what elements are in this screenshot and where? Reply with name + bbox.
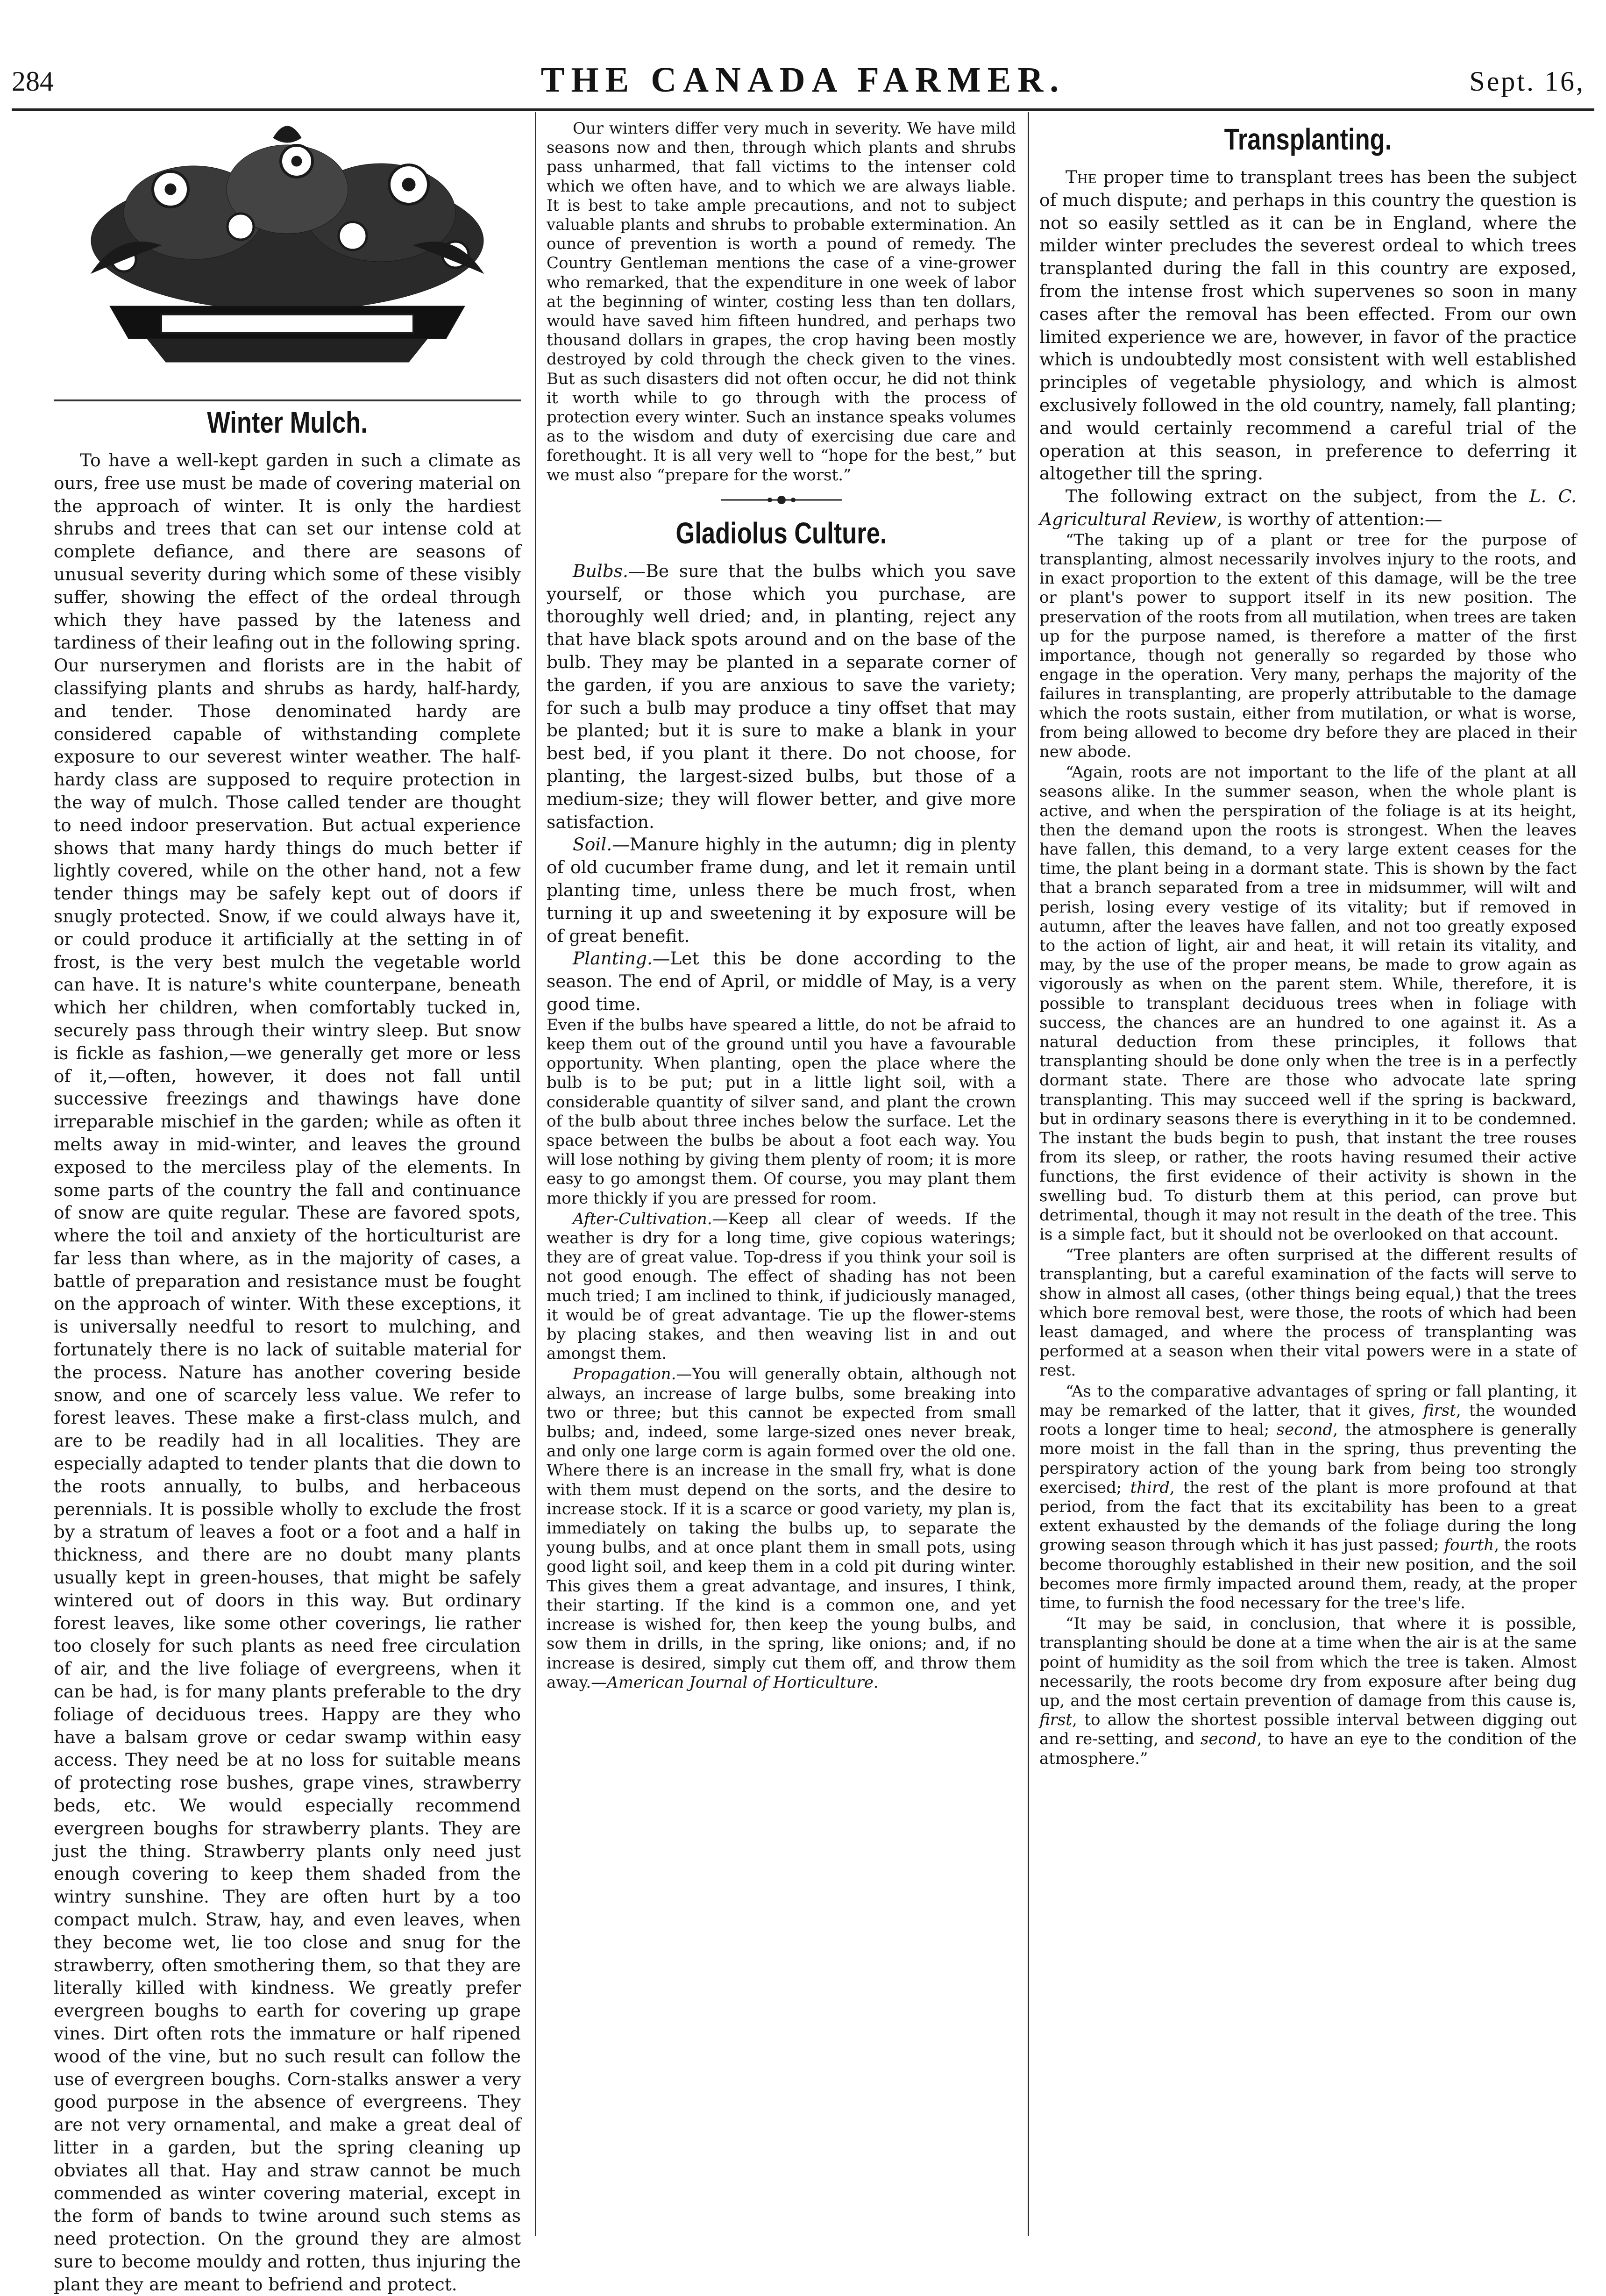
paragraph-text: —Let this be done according to the season. The end of April, or middle of May, is a very good time. <box>547 948 1016 1014</box>
paragraph <box>547 1365 1016 1692</box>
paragraph: “Again, roots are not important to the life of the plant at all seasons alike. In the summer season, when the whole plant is active, and when the perspiration of the foliage is at its height, then the demand upon the roots is strongest. When the leaves have fallen, this demand, to a very large extent ceases for the time, the plant being in a dormant state. This is shown by the fact that a branch separated from a tree in midsummer, will wilt and perish, losing every vestige of its vitality; but if removed in autumn, after the leaves have fallen, and not too greatly exposed to the action of light, air and heat, it will retain its vitality, and may, by the use of the proper means, be made to grow again as vigorously as when on the parent stem. While, therefore, it is possible to transplant deciduous trees when in foliage with success, the chances are an hundred to one against it. As a natural deduction from these principles, it follows that transplanting should be done only when the tree is in a perfectly dormant state. There are those who advocate late spring transplanting. This may succeed well if the spring is backward, but in ordinary seasons there is everything in it to be condemned. The instant the buds begin to push, that instant the tree rouses from its sleep, or rather, the roots having resumed their active functions, the first evidence of their activity is shown in the swelling bud. To disturb them at this period, can prove but detrimental, though it may not result in the death of the tree. This is a simple fact, but it should not be overlooked on that account. <box>1039 763 1577 1244</box>
paragraph-lead: Bulbs. <box>573 560 628 581</box>
paragraph <box>547 1210 1016 1364</box>
paragraph-text: “As to the comparative advantages of spring or fall planting, it may be remarked of the latter, that it gives, <box>1039 1382 1577 1420</box>
paragraph <box>1039 1614 1577 1768</box>
article-heading-winter-mulch: Winter Mulch. <box>207 406 368 439</box>
paragraph-text: , to have an eye to the condition of the atmosphere.” <box>1039 1730 1577 1768</box>
article-heading-transplanting: Transplanting. <box>1224 122 1392 156</box>
emphasis: fourth <box>1444 1536 1494 1555</box>
paragraph-lead: After-Cultivation. <box>573 1209 712 1228</box>
paragraph <box>547 560 1016 834</box>
section-divider <box>54 399 521 401</box>
source-citation: American Journal of Horticulture. <box>607 1673 879 1692</box>
paragraph-text: —Manure highly in the autumn; dig in plenty of old cucumber frame dung, and let it remain until planting time, unless there be much frost, when turning it up and sweetening it by exposure will be of great benefit. <box>547 834 1016 946</box>
paragraph <box>547 947 1016 1015</box>
article-body-transplanting <box>1039 166 1577 531</box>
paragraph-text: , the rest of the plant is more profound at that period, from the fact that its excitability has been to a great extent exhausted by the demands of the foliage during the long growing season through which it has just passed; <box>1039 1478 1577 1555</box>
paragraph-text: The following extract on the subject, from the <box>1066 486 1529 507</box>
header-rule <box>12 108 1594 111</box>
paragraph: “The taking up of a plant or tree for the purpose of transplanting, almost necessarily involves injury to the roots, and in exact proportion to the extent of this damage, will be the tree or plant's power to support itself in its new position. The preservation of the roots from all mutilation, when trees are taken up for the purpose named, is therefore a matter of the first importance, though not generally so regarded by those who engage in the operation. Very many, perhaps the majority of the failures in transplanting, are properly attributable to the damage which the roots sustain, either from mutilation, or what is worse, from being allowed to become dry before they are placed in their new abode. <box>1039 530 1577 761</box>
paragraph-text: —You will generally obtain, although not always, an increase of large bulbs, some breaking into two or three; but this cannot be expected from small bulbs; and, indeed, some large-sized ones never break, and only one large corm is again formed over the old one. Where there is an increase in the small fry, what is done with them must depend on the sorts, and the desire to increase stock. If it is a scarce or good variety, my plan is, immediately on taking the bulbs up, to separate the young bulbs, and at once plant them in small pots, using good light soil, and keep them in a cold pit during winter. This gives them a great advantage, and insures, I think, their starting. If the kind is a common one, and yet increase is wished for, then keep the young bulbs, and sow them in drills, in the spring, like onions; and, if no increase is desired, simply cut them off, and throw them away.— <box>547 1365 1016 1692</box>
paragraph-text: —Be sure that the bulbs which you save yourself, or those which you purchase, are thoroughly well dried; and, in planting, reject any that have black spots around and on the base of the bulb. They may be planted in a separate corner of the garden, if you are anxious to save the variety; for such a bulb may produce a tiny offset that may be planted; but it is sure to make a blank in your best bed, if you plant it there. Do not choose, for planting, the largest-sized bulbs, but those of a medium-size; they will flower better, and give more satisfaction. <box>547 560 1016 832</box>
paragraph-lead: Soil. <box>573 834 612 855</box>
paragraph-text: , the atmosphere is generally more moist in the fall than in the spring, thus preventing the perspiratory action of the young bark from being too strongly exercised; <box>1039 1420 1577 1497</box>
emphasis: first <box>1039 1711 1073 1730</box>
column-1 <box>54 119 521 2295</box>
column-rule <box>535 112 536 2236</box>
paragraph: Our winters differ very much in severity. We have mild seasons now and then, through which plants and shrubs pass unharmed, that fall victims to the intenser cold which we often have, and to which we are always liable. It is best to take ample precautions, and not to subject valuable plants and shrubs to probable extermination. An ounce of prevention is worth a pound of remedy. The Country Gentleman mentions the case of a vine-grower who remarked, that the expenditure in one week of labor at the beginning of winter, costing less than ten dollars, would have saved him fifteen hundred, and perhaps two thousand dollars in grapes, the crop having been mostly destroyed by cold through the check given to the vines. But as such disasters did not often occur, he did not think it worth while to go through with the process of protection every winter. Such an instance speaks volumes as to the wisdom and duty of exercising due care and forethought. It is all very well to “hope for the best,” but we must also “prepare for the worst.” <box>547 119 1016 485</box>
intro-lead: The <box>1066 167 1097 187</box>
source-citation: L. C. Agricultural Review <box>1039 486 1577 529</box>
article-heading-gladiolus: Gladiolus Culture. <box>675 516 887 550</box>
paragraph: To have a well-kept garden in such a climate as ours, free use must be made of covering material on the approach of winter. It is only the hardiest shrubs and trees that can set our intense cold at complete defiance, and there are seasons of unusual severity during which some of these visibly suffer, showing the effect of the ordeal through which they have passed by the lateness and tardiness of their leafing out in the following spring. Our nurserymen and florists are in the habit of classifying plants and shrubs as hardy, half-hardy, and tender. Those denominated hardy are considered capable of withstanding complete exposure to our severest winter weather. The half-hardy class are supposed to require protection in the way of mulch. Those called tender are thought to need indoor preservation. But actual experience shows that many hardy things do much better if lightly covered, while on the other hand, not a few tender things may be safely kept out of doors if snugly protected. Snow, if we could always have it, or could produce it artificially at the setting in of frost, is the very best mulch the vegetable world can have. It is nature's white counterpane, beneath which her children, when comfortably tucked in, securely pass through their wintry sleep. But snow is fickle as fashion,—we generally get more or less of it,—often, however, it does not fall until successive freezings and thawings have done irreparable mischief in the garden; while as often it melts away in mid-winter, and leaves the ground exposed to the merciless play of the elements. In some parts of the country the fall and continuance of snow are quite regular. These are favored spots, where the toil and anxiety of the horticulturist are far less than where, as in the majority of cases, a battle of preparation and resistance must be fought on the approach of winter. With these exceptions, it is universally needful to resort to mulching, and fortunately there is no lack of suitable material for the process. Nature has another covering beside snow, and one of scarcely less value. We refer to forest leaves. These make a first-class mulch, and are to be readily had in all localities. They are especially adapted to tender plants that die down to the roots annually, to bulbs, and herbaceous perennials. It is possible wholly to exclude the frost by a stratum of leaves a foot or a foot and a half in thickness, and there are no doubt many plants usually kept in green-houses, that might be safely wintered out of doors in this way. But ordinary forest leaves, like some other coverings, lie rather too closely for such plants as need free circulation of air, and the live foliage of evergreens, when it can be had, is for many plants preferable to the dry foliage of deciduous trees. Happy are they who have a balsam grove or cedar swamp within easy access. They need be at no loss for suitable means of protecting rose bushes, grape vines, strawberry beds, etc. We would especially recommend evergreen boughs for strawberry plants. They are just the thing. Strawberry plants only need just enough covering to keep them shaded from the wintry sunshine. They are often hurt by a too compact mulch. Straw, hay, and even leaves, when they become wet, lie too close and snug for the strawberry, often smothering them, so that they are literally killed with kindness. We greatly prefer evergreen boughs to earth for covering up grape vines. Dirt often rots the immature or half ripened wood of the vine, but no such result can follow the use of evergreen boughs. Corn-stalks answer a very good purpose in the absence of evergreens. They are not very ornamental, and make a great deal of litter in a garden, but the spring cleaning up obviates all that. Hay and straw cannot be much commended as winter covering material, except in the form of bands to twine around such stems as need protection. On the ground they are almost sure to become mouldy and rotten, thus injuring the plant they are meant to befriend and protect. <box>54 450 521 2295</box>
paragraph-lead: Propagation. <box>573 1365 676 1384</box>
column-2 <box>547 119 1016 2233</box>
page-number: 284 <box>12 66 54 97</box>
paragraph-lead: Planting. <box>573 948 653 969</box>
ornamental-divider <box>711 491 852 509</box>
paragraph-text: —Keep all clear of weeds. If the weather is dry for a long time, give copious waterings; they are of great value. Top-dress if you think your soil is not good enough. The effect of shading has not been much tried; I am inclined to think, if judiciously managed, it would be of great advantage. Tie up the flower-stems by placing stakes, and then weaving list in and out amongst them. <box>547 1209 1016 1363</box>
paragraph-text: , the roots become thoroughly established in their new position, and the soil becomes more firmly impacted around them, ready, at the proper time, to furnish the food necessary for the tree's life. <box>1039 1536 1577 1612</box>
emphasis: first <box>1423 1401 1456 1420</box>
emphasis: third <box>1130 1478 1170 1497</box>
page-header <box>0 0 1606 107</box>
paragraph-text: “It may be said, in conclusion, that where it is possible, transplanting should be done at a time when the air is at the same point of humidity as the soil from which the tree is taken. Almost necessarily, the roots become dry from exposure after being dug up, and the most certain prevention of damage from this cause is, <box>1039 1614 1577 1710</box>
column-rule <box>1028 112 1029 2236</box>
paragraph <box>1039 166 1577 485</box>
article-body-gladiolus-small <box>547 1016 1016 1692</box>
paragraph-text: , to allow the shortest possible interval between digging out and re-setting, and <box>1039 1711 1577 1749</box>
emphasis: second <box>1200 1730 1257 1749</box>
paragraph-text: , is worthy of attention:— <box>1216 508 1443 529</box>
paragraph-text: , the wounded roots a longer time to heal; <box>1039 1401 1577 1440</box>
masthead-title: THE CANADA FARMER. <box>540 60 1066 100</box>
quoted-extract <box>1039 531 1577 1768</box>
emphasis: second <box>1276 1420 1333 1440</box>
article-body-winter-mulch-continued <box>547 119 1016 485</box>
horticulture-vignette-illustration <box>54 119 521 390</box>
paragraph <box>547 833 1016 947</box>
paragraph <box>1039 1382 1577 1613</box>
paragraph-text: proper time to transplant trees has been the subject of much dispute; and perhaps in this country the question is not so easily settled as it can be in England, where the milder winter precludes the severest ordeal to which trees transplanted during the fall in this country are exposed, from the intense frost which supervenes so soon in many cases after the removal has been effected. From our own limited experience we are, however, in favor of the practice which is undoubtedly most consistent with well established principles of vegetable physiology, and which is almost exclusively followed in the old country, namely, fall planting; and would certainly recommend a careful trial of the operation at this season, in preference to deferring it altogether till the spring. <box>1039 167 1577 484</box>
article-body-winter-mulch <box>54 449 521 2296</box>
issue-date: Sept. 16, <box>1469 66 1585 97</box>
article-body-gladiolus <box>547 560 1016 1016</box>
paragraph: Even if the bulbs have speared a little, do not be afraid to keep them out of the ground until you have a favourable opportunity. When planting, open the place where the bulb is to be put; put in a little light soil, with a considerable quantity of silver sand, and plant the crown of the bulb about three inches below the surface. Let the space between the bulbs be about a foot each way. You will lose nothing by giving them plenty of room; it is more easy to go amongst them. Of course, you may plant them more thickly if you are pressed for room. <box>547 1015 1016 1208</box>
paragraph <box>1039 485 1577 531</box>
column-3 <box>1039 119 1577 2233</box>
paragraph: “Tree planters are often surprised at the different results of transplanting, but a careful examination of the facts will serve to show in almost all cases, (other things being equal,) that the trees which bore removal best, were those, the roots of which had been least damaged, and where the process of transplanting was performed at a season when their vital powers were in a state of rest. <box>1039 1246 1577 1380</box>
